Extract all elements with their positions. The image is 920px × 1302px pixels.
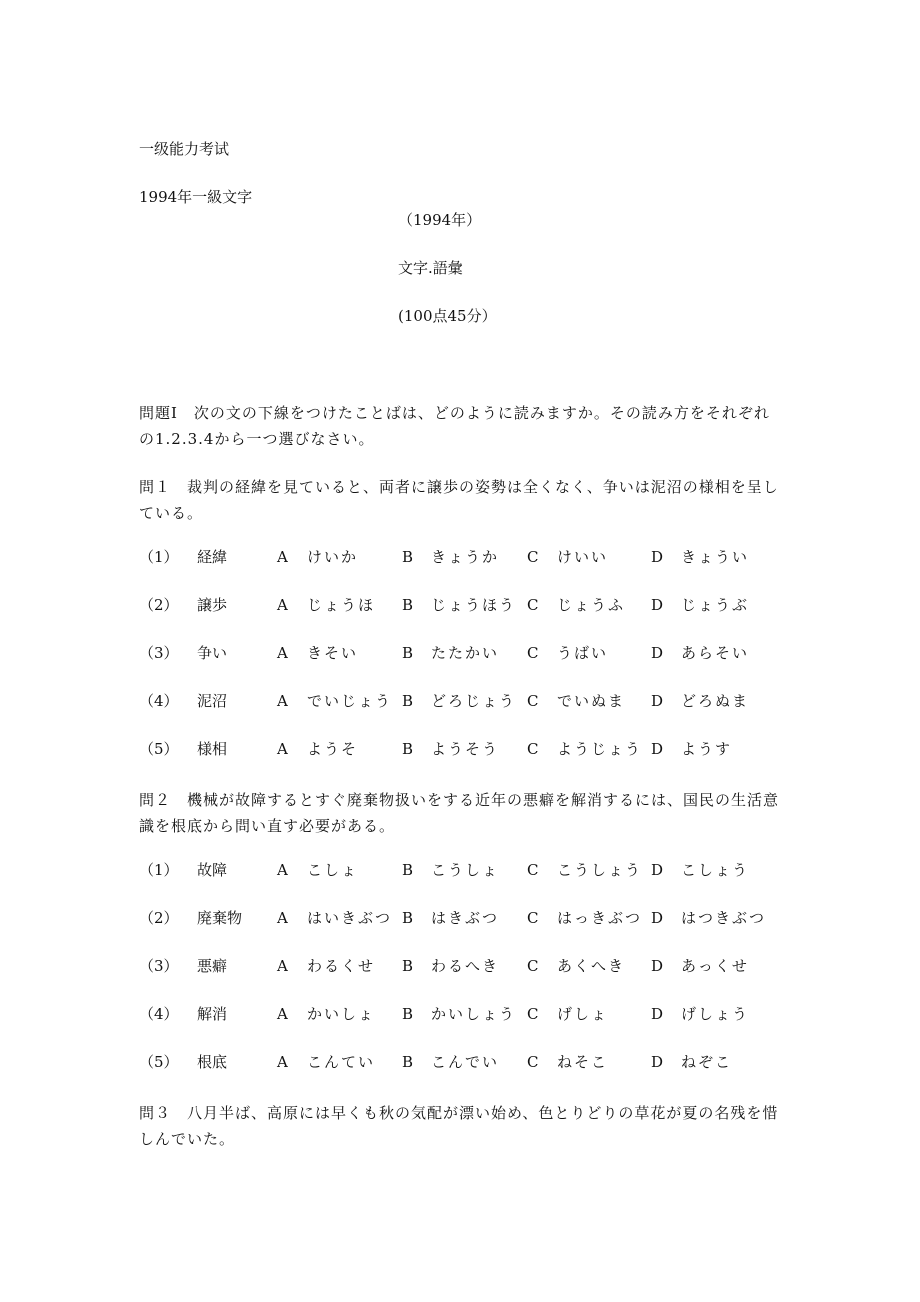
option-label-d: D [651, 548, 664, 566]
option-c: こうしょう [557, 861, 643, 879]
option-label-b: B [402, 909, 414, 927]
option-label-d: D [651, 740, 664, 758]
option-c: じょうふ [557, 596, 626, 614]
option-label-a: A [277, 692, 288, 710]
q2-item-1 [139, 859, 799, 881]
option-label-d: D [651, 957, 664, 975]
option-c: ようじょう [557, 740, 643, 758]
option-d: きょうい [681, 548, 750, 566]
option-label-d: D [651, 596, 664, 614]
option-c: ねそこ [557, 1053, 609, 1071]
item-number: （3） [139, 957, 179, 975]
option-d: ねぞこ [681, 1053, 733, 1071]
option-label-b: B [402, 1053, 414, 1071]
item-number: （5） [139, 1053, 179, 1071]
question-2-prompt: 問２ 機械が故障するとすぐ廃棄物扱いをする近年の悪癖を解消するには、国民の生活意識を根底から問い直す必要がある。 [139, 791, 780, 835]
item-number: （5） [139, 740, 179, 758]
option-a: ようそ [307, 740, 359, 758]
item-number: （1） [139, 861, 179, 879]
item-word: 様相 [197, 740, 228, 758]
item-word: 経緯 [197, 548, 228, 566]
option-b: わるへき [431, 957, 500, 975]
option-label-a: A [277, 740, 288, 758]
option-d: じょうぶ [681, 596, 750, 614]
option-label-a: A [277, 957, 288, 975]
item-number: （4） [139, 1005, 179, 1023]
option-b: ようそう [431, 740, 500, 758]
item-number: （2） [139, 596, 179, 614]
option-label-a: A [277, 548, 288, 566]
item-number: （3） [139, 644, 179, 662]
q2-item-3 [139, 955, 799, 977]
option-c: はっきぶつ [557, 909, 643, 927]
option-a: きそい [307, 644, 359, 662]
item-word: 故障 [197, 861, 228, 879]
option-label-a: A [277, 1005, 288, 1023]
option-label-d: D [651, 644, 664, 662]
option-d: あっくせ [681, 957, 749, 975]
item-word: 譲歩 [197, 596, 228, 614]
option-b: かいしょう [431, 1005, 517, 1023]
option-a: こんてい [307, 1053, 376, 1071]
option-c: うばい [557, 644, 609, 662]
question-1-prompt: 問１ 裁判の経緯を見ていると、両者に譲歩の姿勢は全くなく、争いは泥沼の様相を呈している。 [139, 478, 779, 522]
option-label-d: D [651, 692, 664, 710]
option-label-d: D [651, 1053, 664, 1071]
option-c: あくへき [557, 957, 626, 975]
option-label-a: A [277, 644, 288, 662]
item-word: 悪癖 [197, 957, 228, 975]
option-label-b: B [402, 1005, 414, 1023]
option-c: でいぬま [557, 692, 626, 710]
item-word: 解消 [197, 1005, 228, 1023]
option-label-b: B [402, 957, 414, 975]
option-label-a: A [277, 596, 288, 614]
q1-item-1 [139, 546, 799, 568]
item-word: 根底 [197, 1053, 228, 1071]
q1-item-5 [139, 738, 799, 760]
option-a: わるくせ [307, 957, 376, 975]
option-b: どろじょう [431, 692, 517, 710]
option-a: でいじょう [307, 692, 393, 710]
section-title: 文字.語彙 [398, 259, 463, 277]
option-b: こんでい [431, 1053, 500, 1071]
q2-item-5 [139, 1051, 799, 1073]
option-label-c: C [527, 861, 539, 879]
option-label-c: C [527, 740, 539, 758]
item-number: （2） [139, 909, 179, 927]
option-d: あらそい [681, 644, 750, 662]
item-number: （4） [139, 692, 179, 710]
q1-item-4 [139, 690, 799, 712]
option-label-d: D [651, 1005, 664, 1023]
option-label-c: C [527, 596, 539, 614]
option-b: きょうか [431, 548, 500, 566]
q1-item-2 [139, 594, 799, 616]
option-label-a: A [277, 909, 288, 927]
q2-item-2 [139, 907, 799, 929]
option-a: はいきぶつ [307, 909, 393, 927]
option-a: けいか [307, 548, 359, 566]
option-label-c: C [527, 1053, 539, 1071]
option-d: ようす [681, 740, 733, 758]
option-label-c: C [527, 692, 539, 710]
option-label-c: C [527, 548, 539, 566]
option-label-b: B [402, 692, 414, 710]
item-word: 争い [197, 644, 228, 662]
option-label-d: D [651, 861, 664, 879]
item-word: 廃棄物 [197, 909, 243, 927]
option-label-c: C [527, 644, 539, 662]
instructions: 問題I 次の文の下線をつけたことばは、どのように読みますか。その読み方をそれぞれの1.2.3.4から一つ選びなさい。 [139, 404, 770, 448]
doc-subtitle: 1994年一級文字 [139, 188, 253, 206]
exam-year: （1994年） [398, 211, 482, 229]
option-label-d: D [651, 909, 664, 927]
q1-item-3 [139, 642, 799, 664]
option-b: こうしょ [431, 861, 500, 879]
q2-item-4 [139, 1003, 799, 1025]
option-d: こしょう [681, 861, 750, 879]
option-label-a: A [277, 861, 288, 879]
option-a: かいしょ [307, 1005, 376, 1023]
option-label-c: C [527, 909, 539, 927]
option-label-b: B [402, 596, 414, 614]
option-label-b: B [402, 644, 414, 662]
option-label-b: B [402, 548, 414, 566]
question-3-prompt: 問３ 八月半ば、高原には早くも秋の気配が漂い始め、色とりどりの草花が夏の名残を惜しんでいた。 [139, 1104, 779, 1148]
option-label-b: B [402, 861, 414, 879]
option-a: こしょ [307, 861, 359, 879]
doc-title: 一级能力考试 [139, 140, 230, 158]
points-and-time: (100点45分） [398, 307, 497, 325]
option-label-a: A [277, 1053, 288, 1071]
option-label-b: B [402, 740, 414, 758]
option-a: じょうほ [307, 596, 376, 614]
option-label-c: C [527, 1005, 539, 1023]
option-c: げしょ [557, 1005, 609, 1023]
option-d: どろぬま [681, 692, 750, 710]
option-b: じょうほう [431, 596, 517, 614]
option-c: けいい [557, 548, 609, 566]
option-d: はつきぶつ [681, 909, 767, 927]
option-b: はきぶつ [431, 909, 500, 927]
item-number: （1） [139, 548, 179, 566]
option-b: たたかい [431, 644, 500, 662]
item-word: 泥沼 [197, 692, 228, 710]
option-d: げしょう [681, 1005, 750, 1023]
option-label-c: C [527, 957, 539, 975]
